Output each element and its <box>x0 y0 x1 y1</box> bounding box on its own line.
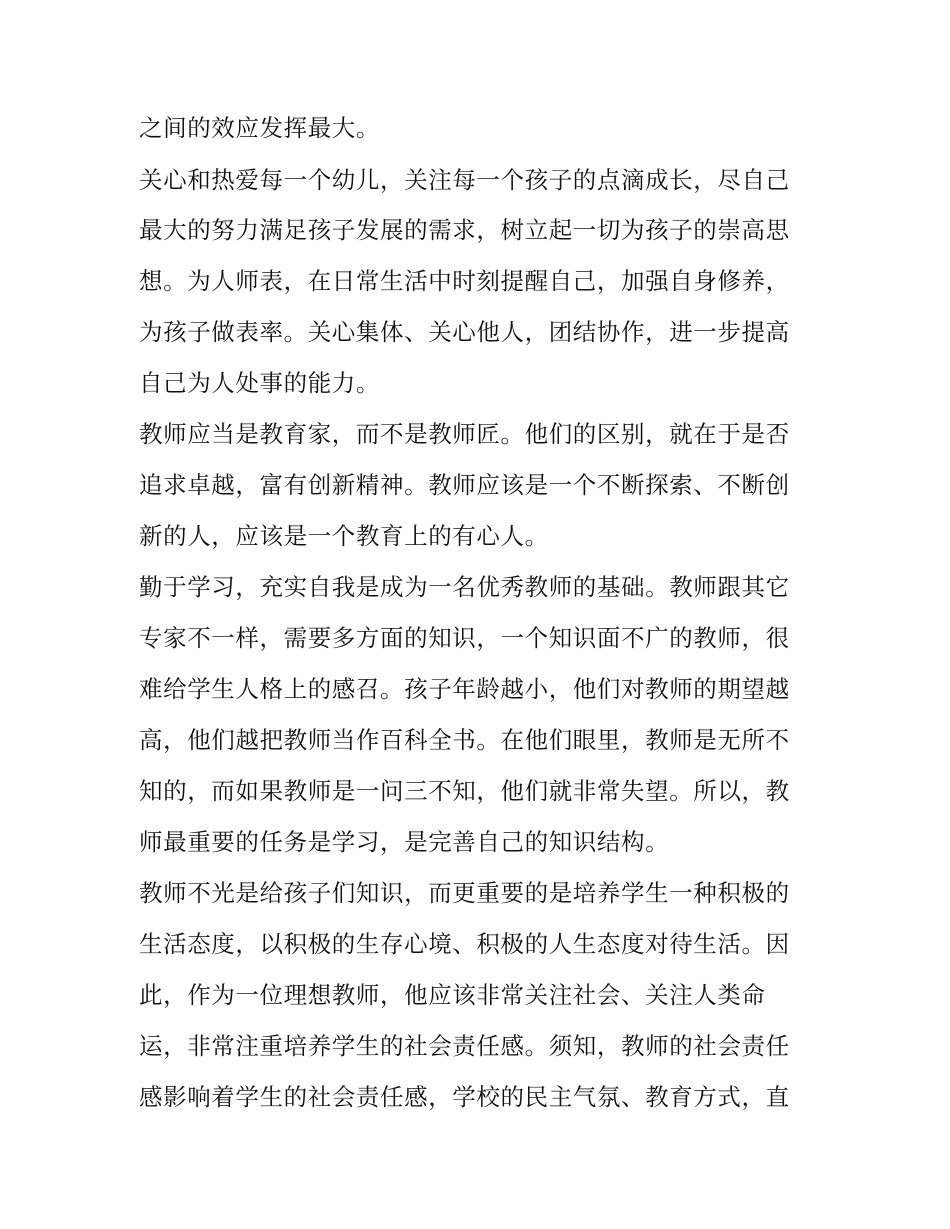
text-line: 关心和热爱每一个幼儿，关注每一个孩子的点滴成长，尽自己 <box>139 166 790 194</box>
text-line: 为孩子做表率。关心集体、关心他人，团结协作，进一步提高 <box>139 318 790 346</box>
text-line: 高，他们越把教师当作百科全书。在他们眼里，教师是无所不 <box>139 726 790 754</box>
text-line: 之间的效应发挥最大。 <box>139 114 380 142</box>
text-line: 勤于学习，充实自我是成为一名优秀教师的基础。教师跟其它 <box>139 573 790 601</box>
text-line: 此，作为一位理想教师，他应该非常关注社会、关注人类命 <box>139 981 766 1009</box>
text-line: 新的人，应该是一个教育上的有心人。 <box>139 522 549 550</box>
text-line: 运，非常注重培养学生的社会责任感。须知，教师的社会责任 <box>139 1032 790 1060</box>
text-line: 专家不一样，需要多方面的知识，一个知识面不广的教师，很 <box>139 624 790 652</box>
text-line: 想。为人师表，在日常生活中时刻提醒自己，加强自身修养， <box>139 267 790 295</box>
text-line: 自己为人处事的能力。 <box>139 369 380 397</box>
text-line: 难给学生人格上的感召。孩子年龄越小，他们对教师的期望越 <box>139 675 790 703</box>
text-line: 教师应当是教育家，而不是教师匠。他们的区别，就在于是否 <box>139 420 790 448</box>
text-line: 感影响着学生的社会责任感，学校的民主气氛、教育方式，直 <box>139 1083 790 1111</box>
text-line: 最大的努力满足孩子发展的需求，树立起一切为孩子的崇高思 <box>139 216 790 244</box>
text-line: 生活态度，以积极的生存心境、积极的人生态度对待生活。因 <box>139 930 790 958</box>
text-line: 追求卓越，富有创新精神。教师应该是一个不断探索、不断创 <box>139 471 790 499</box>
text-line: 教师不光是给孩子们知识，而更重要的是培养学生一种积极的 <box>139 879 790 907</box>
text-line: 知的，而如果教师是一问三不知，他们就非常失望。所以，教 <box>139 777 790 805</box>
text-line: 师最重要的任务是学习，是完善自己的知识结构。 <box>139 828 670 856</box>
